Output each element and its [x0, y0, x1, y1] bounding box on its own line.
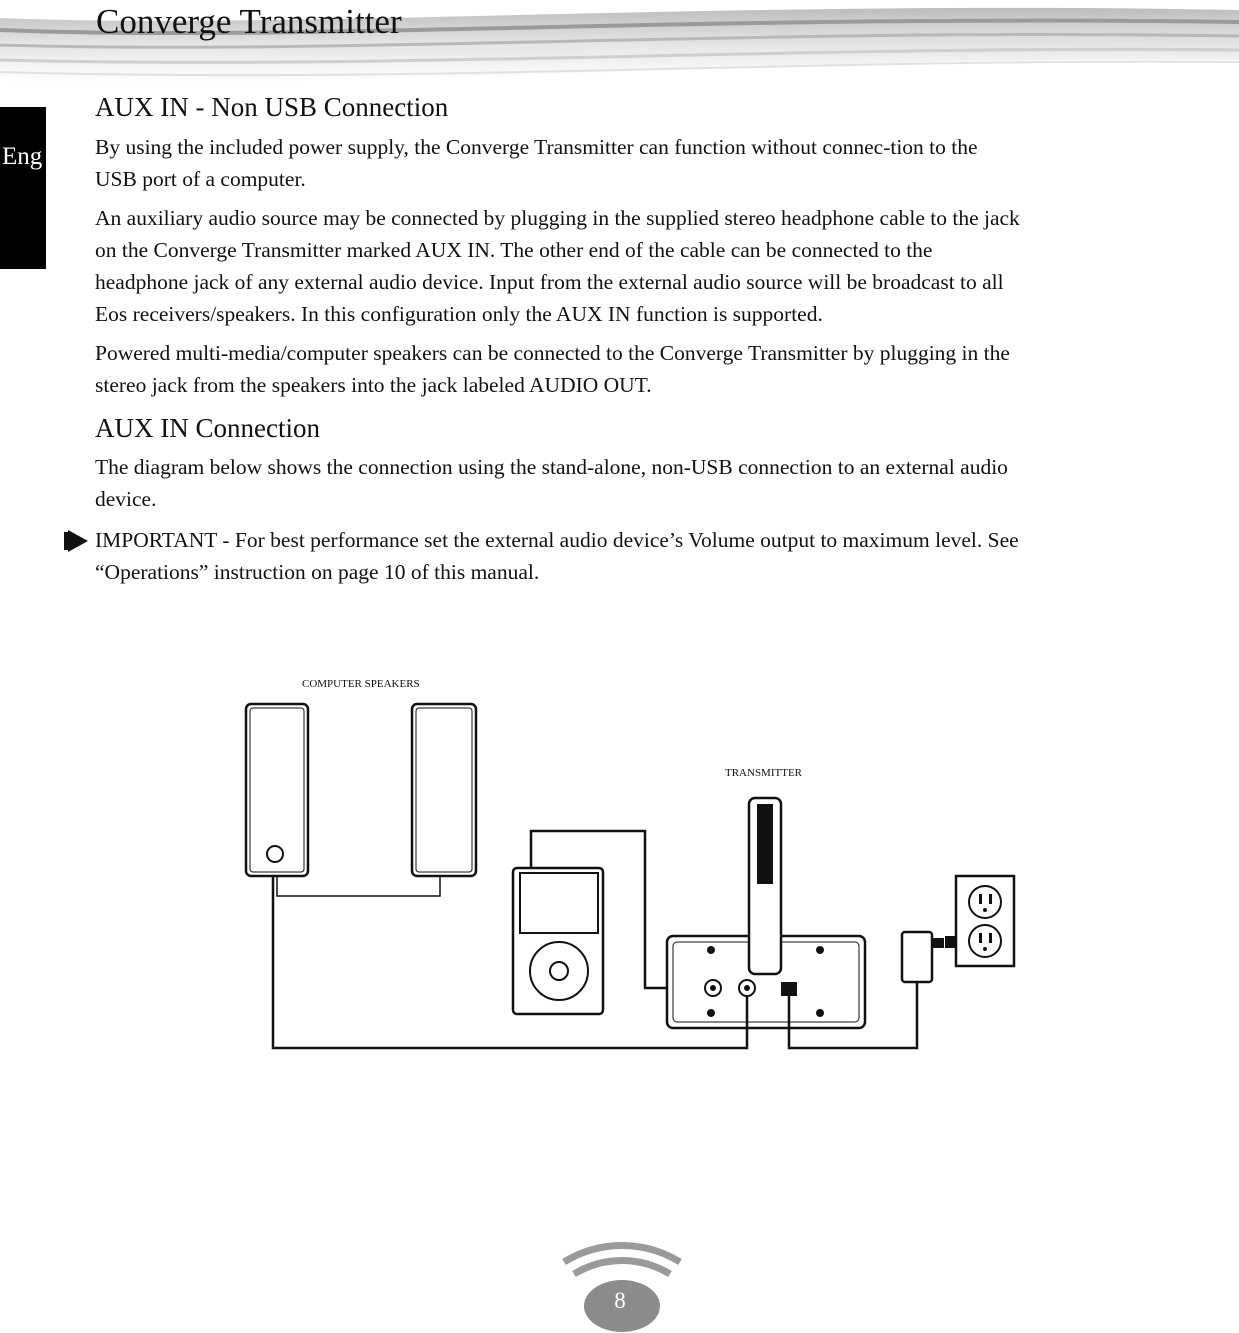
- audio-player-device: [513, 868, 603, 1014]
- language-tab-label: Eng: [2, 143, 43, 170]
- left-speaker: [246, 704, 308, 876]
- page-number: 8: [614, 1288, 626, 1313]
- language-tab: [0, 107, 46, 269]
- paragraph-diagram-intro: The diagram below shows the connection using the stand-alone, non-USB connection to an external audio device.: [95, 455, 1008, 511]
- computer-speakers-label: COMPUTER SPEAKERS: [302, 678, 420, 690]
- arrow-right-icon: [64, 530, 88, 552]
- right-speaker: [412, 704, 476, 876]
- paragraph-aux-source: An auxiliary audio source may be connected by plugging in the supplied stereo headphone cable to the jack on the Converge Transmitter marked AUX IN. The other end of the cable can be connected to the headphone jack of any external audio device. Input from the external audio source will be broadcast to all Eos receivers/speakers. In this configuration only the AUX IN function is supported.: [95, 206, 1020, 326]
- main-content: [95, 88, 1020, 588]
- wireless-logo-icon: [560, 1240, 684, 1333]
- speaker-link-cable: [277, 876, 440, 896]
- important-note-text: IMPORTANT - For best performance set the external audio device’s Volume output to maximum level. See “Operations” instruction on page 10 of this manual.: [95, 528, 1019, 584]
- heading-aux-non-usb: AUX IN - Non USB Connection: [95, 92, 449, 122]
- paragraph-powered-speakers: Powered multi-media/computer speakers can be connected to the Converge Transmitter by plugging in the stereo jack from the speakers into the jack labeled AUDIO OUT.: [95, 341, 1010, 397]
- page-title: Converge Transmitter: [96, 2, 402, 41]
- wall-outlet: [956, 876, 1014, 966]
- power-adapter: [902, 932, 944, 982]
- transmitter-antenna: [749, 798, 781, 974]
- paragraph-power-supply: By using the included power supply, the Converge Transmitter can function without connec-tion to the USB port of a computer.: [95, 135, 978, 191]
- heading-aux-in-connection: AUX IN Connection: [95, 413, 320, 443]
- important-note: [95, 524, 1020, 588]
- connection-diagram: [235, 670, 1035, 1070]
- transmitter-label: TRANSMITTER: [725, 767, 802, 779]
